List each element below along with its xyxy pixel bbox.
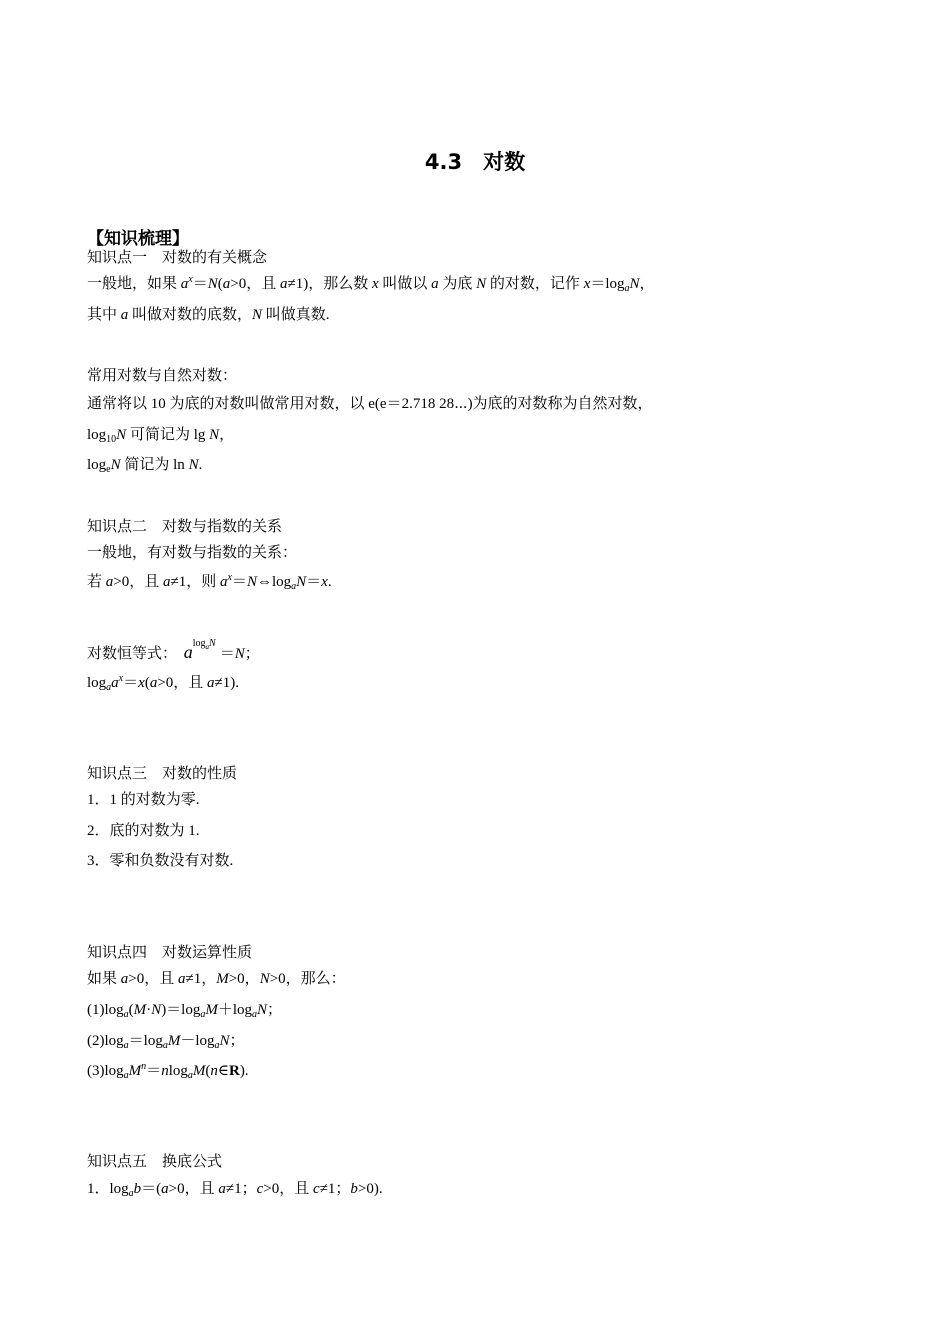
kp1-definition-line2: 其中 a 叫做对数的底数，N 叫做真数.: [87, 307, 330, 323]
kp4-rule-1: $(1)\log_a(M\cdot N)=\log_aM+\log_aN$；: [87, 1002, 283, 1020]
kp4-rule-2: $(2)\log_a=\log_aM-\log_aN$；: [87, 1033, 245, 1051]
section-title: 【知识梳理】: [87, 229, 189, 249]
kp3-heading: 知识点三 对数的性质: [87, 764, 238, 782]
page-title: 4.3 对数: [424, 150, 526, 174]
kp1-heading: 知识点一 对数的有关概念: [87, 248, 268, 266]
kp1-ln-line: $\log_eN$ 简记为 ln N.: [87, 457, 203, 475]
kp2-intro: 一般地，有对数与指数的关系：: [87, 545, 298, 561]
kp1-lg-line: $\log_{10}N$ 可简记为 lg N，: [87, 427, 235, 445]
kp2-heading: 知识点二 对数与指数的关系: [87, 517, 283, 535]
kp4-rule-3: $(3)\log_aM^n=nlog_aM(n\in R)$.: [87, 1061, 249, 1081]
kp1-common-heading: 常用对数与自然对数：: [87, 368, 238, 384]
kp4-heading: 知识点四 对数运算性质: [87, 943, 253, 961]
kp1-common-desc: 通常将以 10 为底的对数叫做常用对数，以 e(e＝2.718 28⋯)为底的对数称为自然对数，: [87, 396, 653, 412]
kp2-identity2: $\log_aa^x=x(a>0$，且 a≠1).: [87, 673, 240, 693]
kp3-item-3: 3．零和负数没有对数.: [87, 853, 234, 869]
kp1-definition-line1: 一般地，如果 $a^x=N(a>0$，且 a≠1)，那么数 x 叫做以 a 为底 N 的对数，记作 $x=\log_aN$，: [87, 274, 655, 294]
kp5-formula: 1．$\log_ab=(a>0$，且 a≠1；c>0，且 c≠1；b>0).: [87, 1181, 383, 1199]
kp3-item-2: 2．底的对数为 1.: [87, 823, 200, 839]
kp2-identity: 对数恒等式： $a^{log_aN}=N$；: [87, 638, 260, 662]
kp2-relation: 若 a>0，且 a≠1，则 $a^x=N\Leftrightarrow\log_aN=x$.: [87, 572, 332, 592]
kp5-heading: 知识点五 换底公式: [87, 1152, 223, 1170]
kp3-item-1: 1．1 的对数为零.: [87, 792, 200, 808]
kp4-conditions: 如果 a>0，且 a≠1，M>0，N>0，那么：: [87, 971, 346, 987]
